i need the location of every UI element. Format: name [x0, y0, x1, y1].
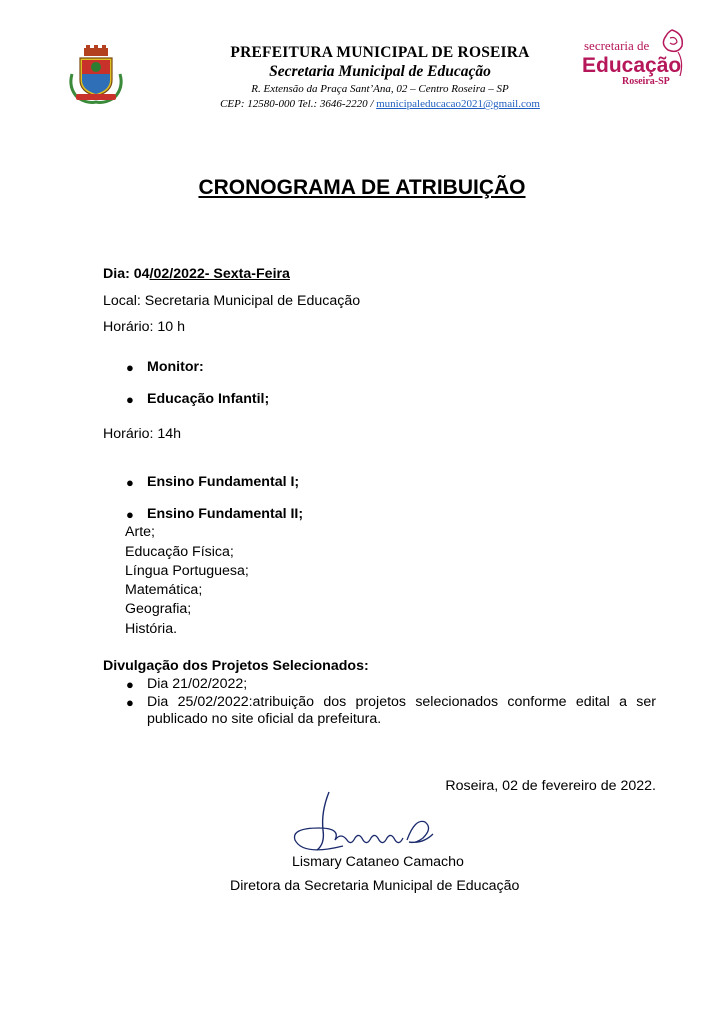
email-link[interactable]: municipaleducacao2021@gmail.com — [376, 98, 540, 110]
place-date: Roseira, 02 de fevereiro de 2022. — [445, 778, 656, 794]
header-contact — [130, 98, 630, 110]
bullet-icon: ● — [126, 507, 134, 522]
header-subtitle: Secretaria Municipal de Educação — [269, 63, 491, 80]
local-line: Local: Secretaria Municipal de Educação — [103, 293, 361, 309]
day-label: Dia: 04 — [103, 266, 150, 282]
secretaria-educacao-logo — [580, 28, 692, 88]
header-contact-text: CEP: 12580-000 Tel.: 3646-2220 / — [220, 98, 377, 110]
signer-role: Diretora da Secretaria Municipal de Educação — [230, 878, 520, 894]
bullet-icon: ● — [126, 360, 134, 375]
subject-item: Educação Física; — [125, 544, 234, 560]
project-item: Dia 21/02/2022; — [147, 676, 248, 692]
subject-item: Matemática; — [125, 582, 203, 598]
municipal-crest-logo — [66, 44, 126, 106]
project-item: Dia 25/02/2022:atribuição dos projetos selecionados conforme edital a ser publicado no site oficial da prefeitura. — [147, 694, 656, 727]
handwritten-signature — [283, 782, 458, 862]
bullet-icon: ● — [126, 392, 134, 407]
day-value: /02/2022- Sexta-Feira — [149, 266, 290, 282]
logo-text-top: secretaria de — [584, 38, 650, 53]
time-line-1: Horário: 10 h — [103, 319, 186, 335]
document-title: CRONOGRAMA DE ATRIBUIÇÃO — [198, 176, 526, 199]
subject-item: História. — [125, 621, 178, 637]
subject-item: Geografia; — [125, 601, 192, 617]
group2-item-fund1: Ensino Fundamental I; — [147, 474, 300, 490]
day-line — [103, 266, 290, 282]
subject-item: Língua Portuguesa; — [125, 563, 249, 579]
logo-text-bottom: Roseira-SP — [622, 76, 670, 87]
bullet-icon: ● — [126, 475, 134, 490]
bullet-icon: ● — [126, 677, 134, 692]
group2-item-fund2: Ensino Fundamental II; — [147, 506, 304, 522]
signer-name: Lismary Cataneo Camacho — [292, 854, 464, 870]
header-title: PREFEITURA MUNICIPAL DE ROSEIRA — [230, 44, 530, 61]
bullet-icon: ● — [126, 695, 134, 710]
group1-item-infantil: Educação Infantil; — [147, 391, 270, 407]
header-address: R. Extensão da Praça Sant’Ana, 02 – Centro Roseira – SP — [251, 83, 509, 95]
projects-heading: Divulgação dos Projetos Selecionados: — [103, 658, 369, 674]
logo-text-main: Educação — [582, 54, 682, 77]
group1-item-monitor: Monitor: — [147, 359, 204, 375]
time-line-2: Horário: 14h — [103, 426, 182, 442]
subject-item: Arte; — [125, 524, 155, 540]
